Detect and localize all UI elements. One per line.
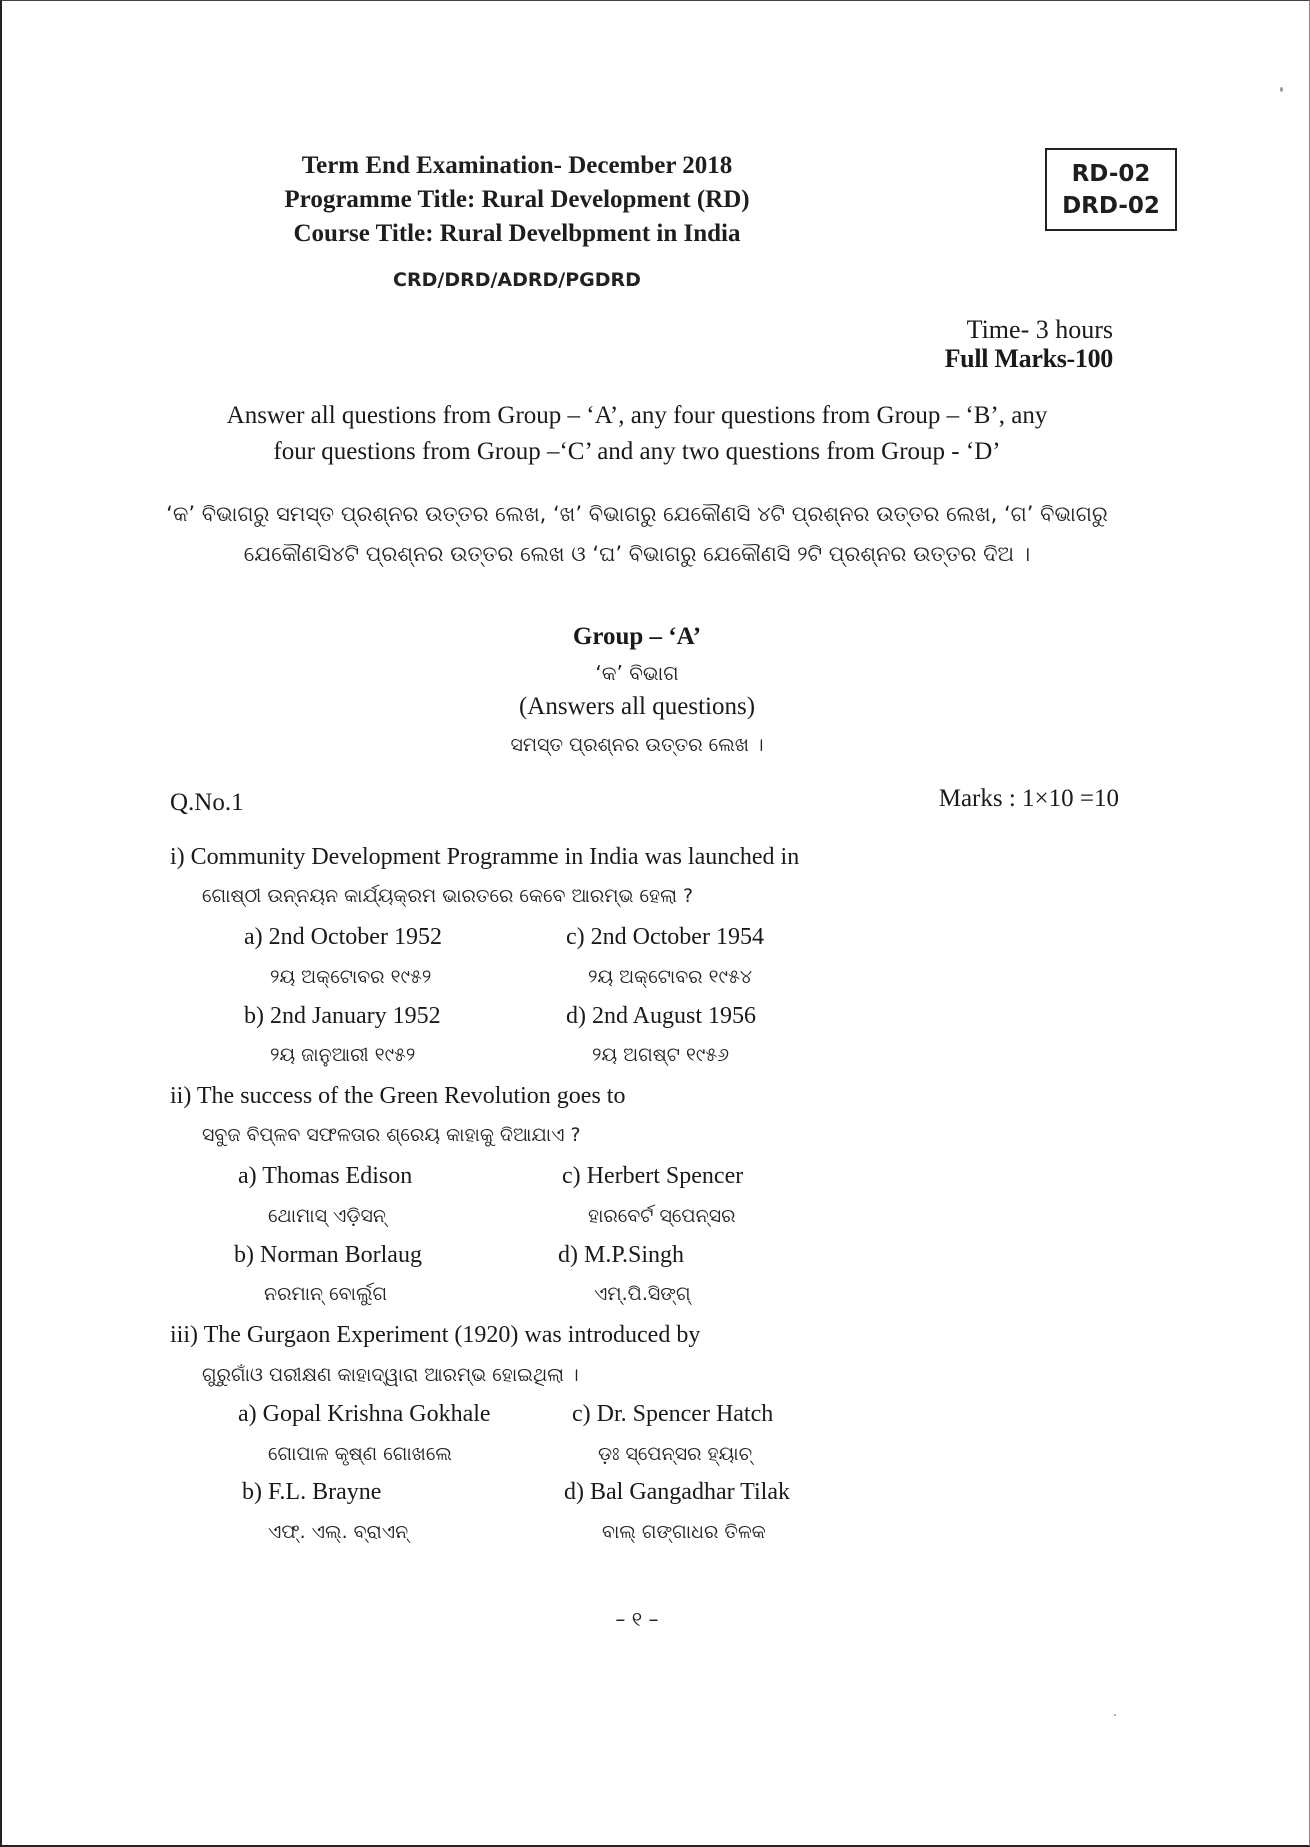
group-subtitle: (Answers all questions): [518, 693, 756, 720]
instruction-od-line1: ‘କ’ ବିଭାଗରୁ ସମସ୍ତ ପ୍ରଶ୍ନର ଉତ୍ତର ଲେଖ, ‘ଖ’ ବିଭାଗରୁ ଯେକୌଣସି ୪ଟି ପ୍ରଶ୍ନର ଉତ୍ତର ଲେଖ, ‘ଗ’ ବିଭାଗରୁ: [166, 502, 1108, 526]
instruction-od-line2: ଯେକୌଣସି୪ଟି ପ୍ରଶ୍ନର ଉତ୍ତର ଲେଖ ଓ ‘ଘ’ ବିଭାଗରୁ ଯେକୌଣସି ୨ଟି ପ୍ରଶ୍ନର ଉତ୍ତର ଦିଅ ।: [243, 542, 1031, 566]
programme-codes: CRD/DRD/ADRD/PGDRD: [393, 269, 641, 291]
course-code-box: [1045, 148, 1177, 231]
question-2-option-b: b) Norman Borlaug: [234, 1242, 422, 1268]
question-marks: Marks : 1×10 =10: [938, 785, 1119, 812]
question-2-option-c: c) Herbert Spencer: [562, 1163, 744, 1189]
group-title-od: ‘କ’ ବିଭାଗ: [595, 661, 679, 685]
question-1-option-d: d) 2nd August 1956: [566, 1003, 757, 1029]
question-3-text-od: ଗୁରୁଗାଁଓ ପରୀକ୍ଷଣ କାହାଦ୍ୱାରା ଆରମ୍ଭ ହୋଇଥିଲା ।: [202, 1364, 579, 1386]
course-title: Course Title: Rural Develbpment in India: [293, 220, 741, 247]
exam-time: Time- 3 hours: [966, 315, 1113, 344]
question-1-option-d-od: ୨ୟ ଅଗଷ୍ଟ ୧୯୫୬: [592, 1044, 730, 1066]
question-1-option-b: b) 2nd January 1952: [244, 1003, 441, 1029]
full-marks: Full Marks-100: [944, 344, 1113, 373]
question-1-option-a-od: ୨ୟ ଅକ୍ଟୋବର ୧୯୫୨: [270, 966, 432, 988]
course-code-rd: RD-02: [1071, 160, 1151, 187]
question-2-text: ii) The success of the Green Revolution goes to: [170, 1083, 626, 1109]
scan-speck: [1280, 87, 1283, 92]
question-3-option-a-od: ଗୋପାଳ କୃଷ୍ଣ ଗୋଖଲେ: [268, 1443, 452, 1465]
question-1-option-b-od: ୨ୟ ଜାନୁଆରୀ ୧୯୫୨: [270, 1044, 416, 1066]
exam-title: Term End Examination- December 2018: [301, 152, 733, 179]
question-1-text-od: ଗୋଷ୍ଠୀ ଉନ୍ନୟନ କାର୍ଯ୍ୟକ୍ରମ ଭାରତରେ କେବେ ଆରମ୍ଭ ହେଲା ?: [202, 885, 694, 907]
question-3-text: iii) The Gurgaon Experiment (1920) was introduced by: [170, 1322, 701, 1348]
course-code-drd: DRD-02: [1062, 192, 1160, 219]
question-2-option-a-od: ଥୋମାସ୍ ଏଡ଼ିସନ୍: [268, 1205, 386, 1227]
page-number: – ୧ –: [615, 1607, 659, 1631]
question-3-option-b: b) F.L. Brayne: [242, 1479, 382, 1505]
question-2-option-c-od: ହାରବେର୍ଟ ସ୍ପେନ୍ସର: [588, 1205, 736, 1227]
question-3-option-b-od: ଏଫ୍. ଏଲ୍. ବ୍ରାଏନ୍: [268, 1521, 409, 1543]
question-2-option-d-od: ଏମ୍.ପି.ସିଙ୍ଗ୍: [594, 1283, 691, 1305]
programme-title: Programme Title: Rural Development (RD): [284, 186, 750, 213]
question-1-option-c-od: ୨ୟ ଅକ୍ଟୋବର ୧୯୫୪: [588, 966, 753, 988]
question-3-option-c-od: ଡ଼ଃ ସ୍ପେନ୍ସର ହ୍ୟାଚ୍: [598, 1443, 753, 1465]
group-subtitle-od: ସମସ୍ତ ପ୍ରଶ୍ନର ଉତ୍ତର ଲେଖ ।: [510, 734, 764, 756]
question-3-option-c: c) Dr. Spencer Hatch: [572, 1401, 774, 1427]
question-3-option-a: a) Gopal Krishna Gokhale: [238, 1401, 491, 1427]
question-2-option-d: d) M.P.Singh: [558, 1242, 685, 1268]
group-title: Group – ‘A’: [572, 623, 702, 650]
question-1-option-c: c) 2nd October 1954: [566, 924, 764, 950]
question-2-option-b-od: ନରମାନ୍ ବୋର୍ଲୁଗ: [264, 1283, 388, 1305]
instruction-en-line1: Answer all questions from Group – ‘A’, any four questions from Group – ‘B’, any: [226, 402, 1048, 429]
question-3-option-d-od: ବାଲ୍ ଗଙ୍ଗାଧର ତିଳକ: [602, 1521, 766, 1543]
question-1-text: i) Community Development Programme in India was launched in: [170, 844, 800, 870]
question-3-option-d: d) Bal Gangadhar Tilak: [564, 1479, 790, 1505]
question-1-option-a: a) 2nd October 1952: [244, 924, 442, 950]
instruction-en-line2: four questions from Group –‘C’ and any two questions from Group - ‘D’: [273, 438, 1001, 465]
scan-speck: [1114, 1714, 1116, 1716]
question-2-option-a: a) Thomas Edison: [238, 1163, 413, 1189]
question-number: Q.No.1: [170, 789, 244, 816]
question-2-text-od: ସବୁଜ ବିପ୍ଳବ ସଫଳତାର ଶ୍ରେୟ କାହାକୁ ଦିଆଯାଏ ?: [202, 1124, 581, 1146]
